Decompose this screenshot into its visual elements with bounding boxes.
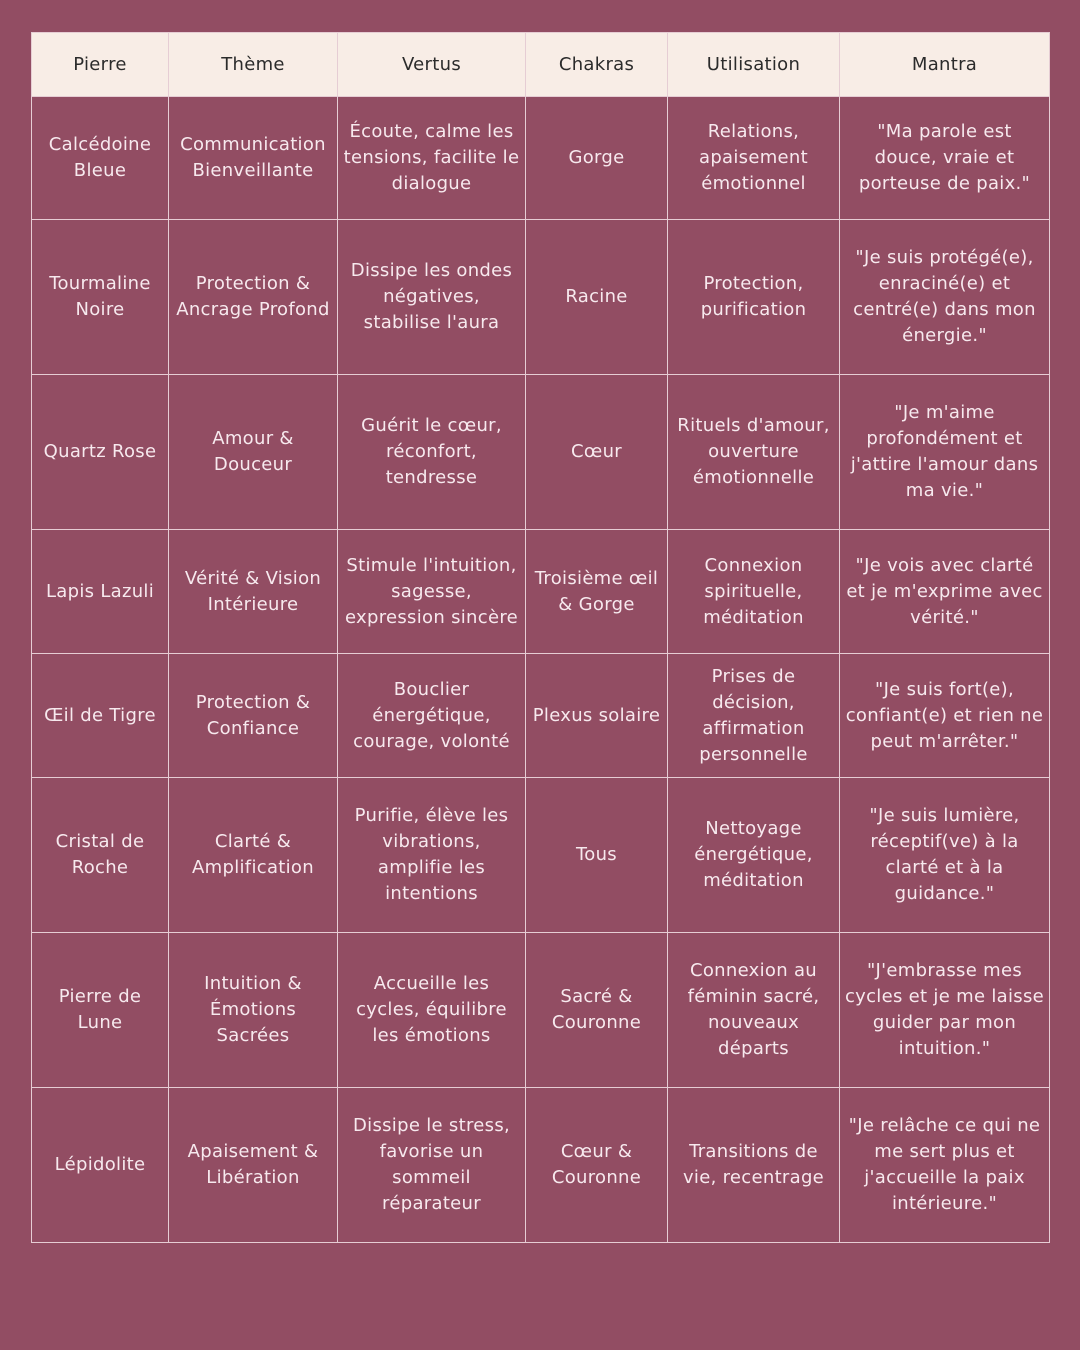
table-row xyxy=(32,654,1050,778)
cell-chakras: Tous xyxy=(526,778,668,933)
cell-theme: Protection & Ancrage Profond xyxy=(169,220,338,375)
cell-utilisation: Connexion au féminin sacré, nouveaux départs xyxy=(668,933,840,1088)
cell-utilisation: Protection, purification xyxy=(668,220,840,375)
cell-pierre: Pierre de Lune xyxy=(32,933,169,1088)
cell-vertus: Stimule l'intuition, sagesse, expression sincère xyxy=(338,530,526,654)
cell-pierre: Cristal de Roche xyxy=(32,778,169,933)
cell-pierre: Lapis Lazuli xyxy=(32,530,169,654)
cell-pierre: Œil de Tigre xyxy=(32,654,169,778)
cell-vertus: Guérit le cœur, réconfort, tendresse xyxy=(338,375,526,530)
cell-vertus: Dissipe les ondes négatives, stabilise l'aura xyxy=(338,220,526,375)
table-row xyxy=(32,220,1050,375)
cell-vertus: Dissipe le stress, favorise un sommeil réparateur xyxy=(338,1088,526,1243)
cell-pierre: Calcédoine Bleue xyxy=(32,97,169,220)
cell-pierre: Tourmaline Noire xyxy=(32,220,169,375)
table-row xyxy=(32,375,1050,530)
cell-chakras: Gorge xyxy=(526,97,668,220)
cell-vertus: Écoute, calme les tensions, facilite le dialogue xyxy=(338,97,526,220)
cell-utilisation: Transitions de vie, recentrage xyxy=(668,1088,840,1243)
cell-vertus: Bouclier énergétique, courage, volonté xyxy=(338,654,526,778)
header-theme: Thème xyxy=(169,33,338,97)
cell-chakras: Cœur & Couronne xyxy=(526,1088,668,1243)
cell-theme: Clarté & Amplification xyxy=(169,778,338,933)
header-pierre: Pierre xyxy=(32,33,169,97)
header-mantra: Mantra xyxy=(840,33,1050,97)
cell-mantra: "Je suis fort(e), confiant(e) et rien ne peut m'arrêter." xyxy=(840,654,1050,778)
stones-table xyxy=(31,32,1050,1243)
cell-theme: Intuition & Émotions Sacrées xyxy=(169,933,338,1088)
cell-theme: Vérité & Vision Intérieure xyxy=(169,530,338,654)
cell-utilisation: Relations, apaisement émotionnel xyxy=(668,97,840,220)
cell-mantra: "Je m'aime profondément et j'attire l'amour dans ma vie." xyxy=(840,375,1050,530)
cell-mantra: "Ma parole est douce, vraie et porteuse de paix." xyxy=(840,97,1050,220)
cell-chakras: Cœur xyxy=(526,375,668,530)
cell-utilisation: Nettoyage énergétique, méditation xyxy=(668,778,840,933)
cell-theme: Apaisement & Libération xyxy=(169,1088,338,1243)
cell-theme: Amour & Douceur xyxy=(169,375,338,530)
header-vertus: Vertus xyxy=(338,33,526,97)
table-row xyxy=(32,933,1050,1088)
cell-theme: Protection & Confiance xyxy=(169,654,338,778)
table-row xyxy=(32,97,1050,220)
cell-chakras: Troisième œil & Gorge xyxy=(526,530,668,654)
cell-chakras: Sacré & Couronne xyxy=(526,933,668,1088)
header-chakras: Chakras xyxy=(526,33,668,97)
cell-mantra: "Je vois avec clarté et je m'exprime avec vérité." xyxy=(840,530,1050,654)
cell-vertus: Purifie, élève les vibrations, amplifie les intentions xyxy=(338,778,526,933)
table-row xyxy=(32,1088,1050,1243)
cell-pierre: Lépidolite xyxy=(32,1088,169,1243)
cell-chakras: Plexus solaire xyxy=(526,654,668,778)
cell-mantra: "Je suis lumière, réceptif(ve) à la clarté et à la guidance." xyxy=(840,778,1050,933)
cell-utilisation: Prises de décision, affirmation personnelle xyxy=(668,654,840,778)
cell-mantra: "Je suis protégé(e), enraciné(e) et centré(e) dans mon énergie." xyxy=(840,220,1050,375)
cell-mantra: "Je relâche ce qui ne me sert plus et j'accueille la paix intérieure." xyxy=(840,1088,1050,1243)
cell-utilisation: Rituels d'amour, ouverture émotionnelle xyxy=(668,375,840,530)
header-row xyxy=(32,33,1050,97)
cell-mantra: "J'embrasse mes cycles et je me laisse guider par mon intuition." xyxy=(840,933,1050,1088)
cell-pierre: Quartz Rose xyxy=(32,375,169,530)
header-utilisation: Utilisation xyxy=(668,33,840,97)
cell-theme: Communication Bienveillante xyxy=(169,97,338,220)
cell-utilisation: Connexion spirituelle, méditation xyxy=(668,530,840,654)
cell-vertus: Accueille les cycles, équilibre les émotions xyxy=(338,933,526,1088)
cell-chakras: Racine xyxy=(526,220,668,375)
table-row xyxy=(32,530,1050,654)
table-row xyxy=(32,778,1050,933)
